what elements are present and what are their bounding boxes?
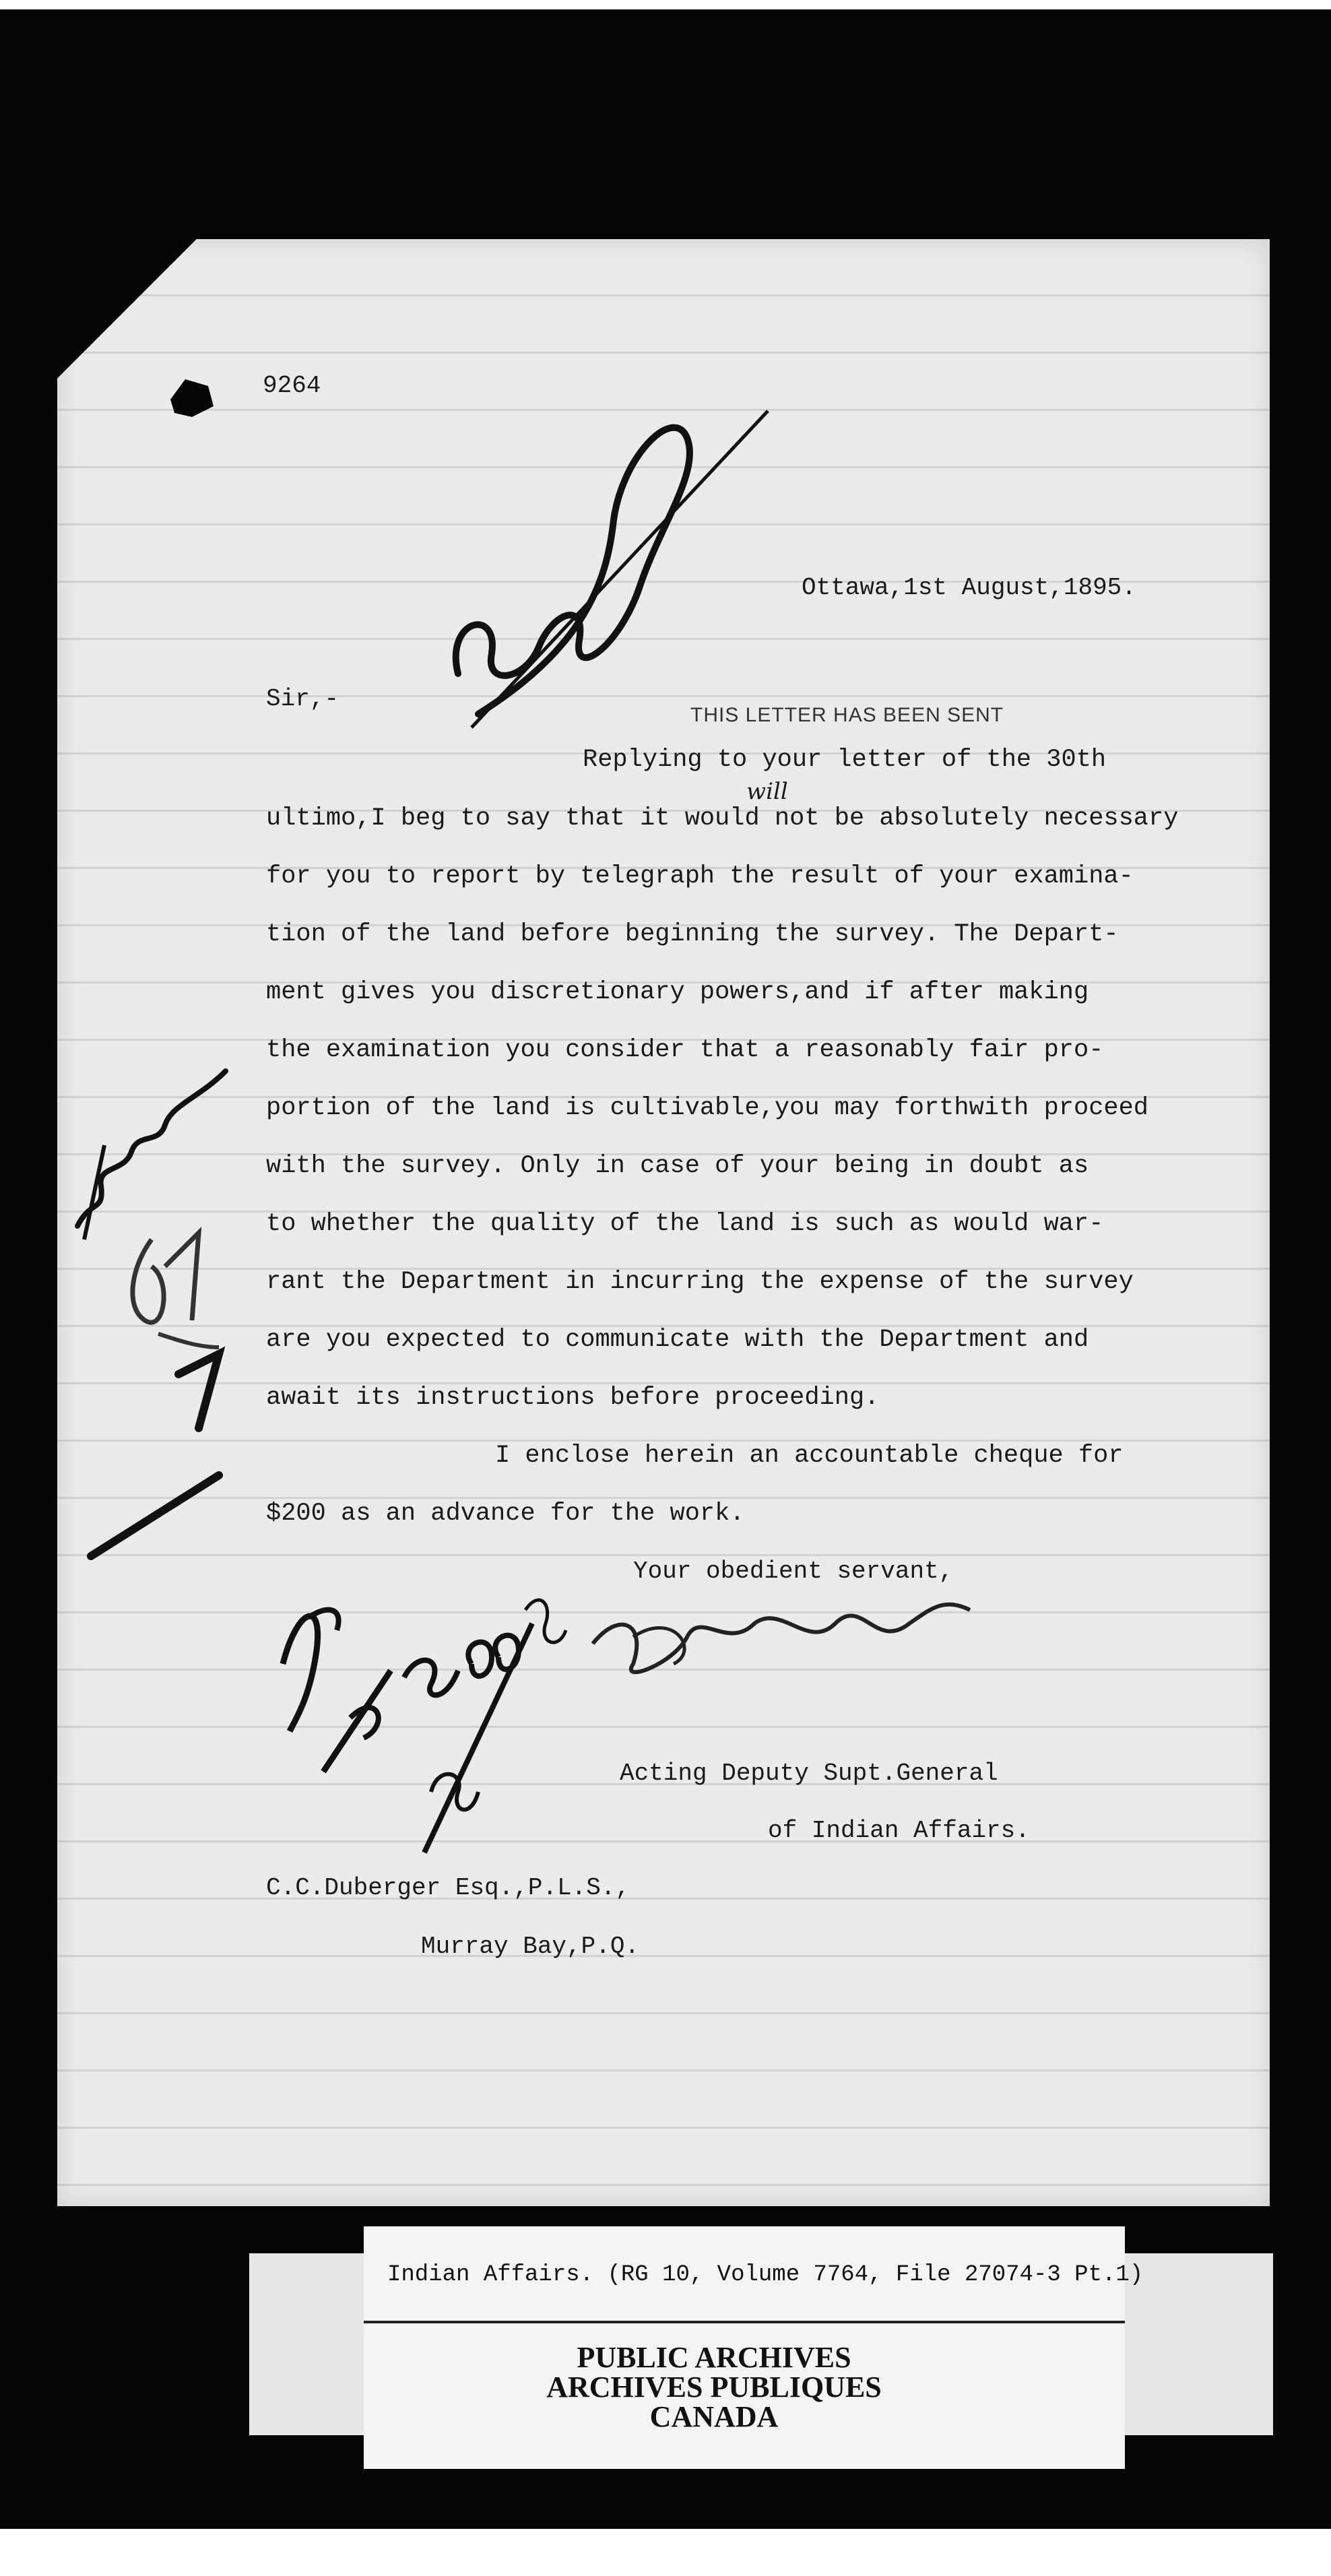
margin-handwriting-mark — [64, 1064, 239, 1576]
body-line-3: for you to report by telegraph the result of your examina- — [266, 862, 1134, 891]
archive-line-2: ARCHIVES PUBLIQUES — [546, 2371, 882, 2404]
body-line-9: to whether the quality of the land is such as would war- — [266, 1210, 1104, 1238]
place-date: Ottawa,1st August,1895. — [802, 574, 1136, 602]
archive-line-1: PUBLIC ARCHIVES — [577, 2341, 851, 2374]
handwritten-insert: will — [746, 778, 788, 805]
body-line-13: I enclose herein an accountable cheque for — [495, 1442, 1124, 1470]
body-line-14: $200 as an advance for the work. — [266, 1500, 745, 1528]
file-number: 9264 — [263, 372, 321, 399]
body-line-10: rant the Department in incurring the expense of the survey — [266, 1268, 1134, 1296]
body-line-2: ultimo,I beg to say that it would not be absolutely necessary — [266, 804, 1179, 833]
body-line-6: the examination you consider that a reasonably fair pro- — [266, 1036, 1104, 1064]
binder-hole-icon — [165, 374, 219, 421]
label-divider — [364, 2321, 1125, 2323]
archive-reference: Indian Affairs. (RG 10, Volume 7764, File 27074-3 Pt.1) — [387, 2262, 1144, 2288]
signatory-title-1: Acting Deputy Supt.General — [620, 1760, 998, 1787]
body-line-8: with the survey. Only in case of your being in doubt as — [266, 1152, 1089, 1180]
body-line-12: await its instructions before proceeding. — [266, 1384, 880, 1412]
body-line-4: tion of the land before beginning the survey. The Depart- — [266, 920, 1119, 948]
closing: Your obedient servant, — [633, 1557, 954, 1585]
salutation: Sir,- — [266, 685, 339, 713]
body-line-1: Replying to your letter of the 30th — [583, 746, 1107, 774]
folded-corner — [57, 239, 212, 387]
archive-line-3: CANADA — [649, 2400, 779, 2433]
body-line-11: are you expected to communicate with the Department and — [266, 1326, 1089, 1354]
signatory-title-2: of Indian Affairs. — [768, 1817, 1030, 1844]
handwritten-initials-mark — [418, 364, 795, 741]
addressee-place: Murray Bay,P.Q. — [421, 1933, 640, 1960]
body-line-5: ment gives you discretionary powers,and if after making — [266, 978, 1089, 1006]
addressee-name: C.C.Duberger Esq.,P.L.S., — [266, 1874, 630, 1902]
body-line-7: portion of the land is cultivable,you may forthwith proceed — [266, 1094, 1149, 1122]
sent-stamp: THIS LETTER HAS BEEN SENT — [690, 704, 1004, 726]
